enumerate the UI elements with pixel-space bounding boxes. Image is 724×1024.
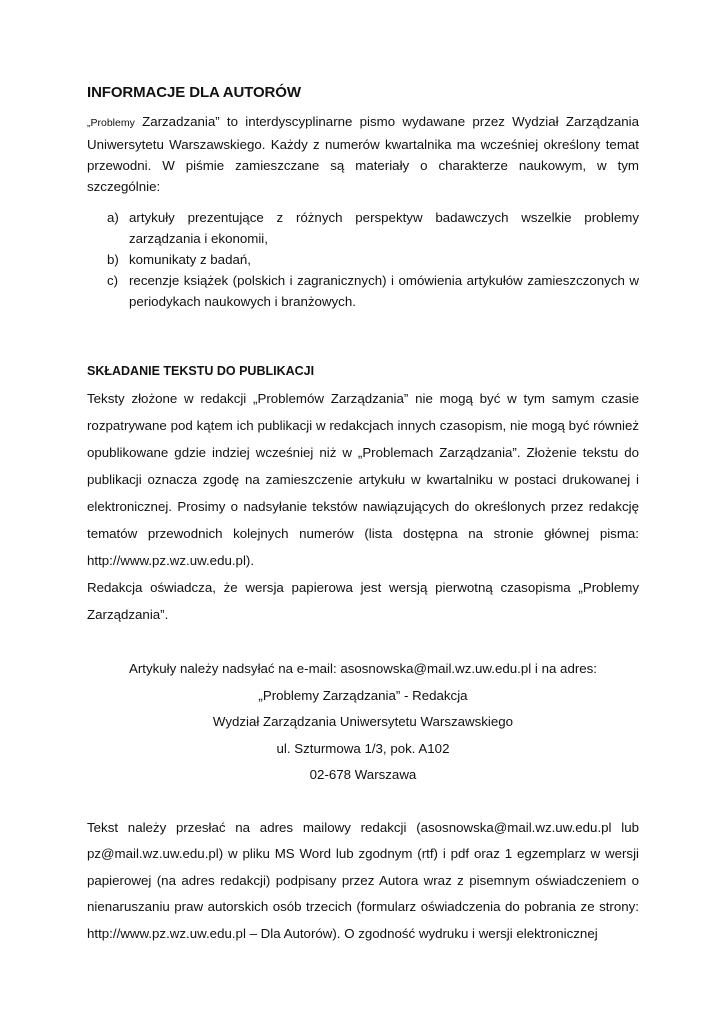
editorial-statement-paragraph: Redakcja oświadcza, że wersja papierowa jest wersją pierwotną czasopisma „Problemy Zarządzania”.: [87, 580, 639, 622]
list-item-text: artykuły prezentujące z różnych perspektyw badawczych wszelkie problemy zarządzania i ekonomii,: [129, 210, 639, 246]
list-item: [87, 207, 639, 249]
section-title-authors-info: INFORMACJE DLA AUTORÓW: [87, 84, 301, 101]
intro-text: Zarzadzania” to interdyscyplinarne pismo wydawane przez Wydział Zarządzania Uniwersytetu Warszawskiego. Każdy z numerów kwartalnika ma wcześniej określony temat przewodni. W piśmie zamieszczane są materiały o charakterze naukowym, w tym szczególnie:: [87, 114, 639, 194]
intro-small-text: „Problemy: [87, 117, 135, 129]
list-marker: a): [107, 210, 119, 225]
address-line-street: ul. Szturmowa 1/3, pok. A102: [276, 740, 450, 756]
list-marker: b): [107, 252, 119, 267]
list-item: [87, 249, 639, 270]
list-marker: c): [107, 273, 119, 288]
address-line-city: 02-678 Warszawa: [309, 767, 417, 782]
submission-section: [87, 364, 639, 628]
document-page: [87, 84, 639, 947]
list-item: [87, 270, 639, 312]
list-item-text: komunikaty z badań,: [129, 252, 251, 267]
content-types-list: [87, 207, 639, 312]
sending-paragraph: Tekst należy przesłać na adres mailowy redakcji (asosnowska@mail.wz.uw.edu.pl lub pz@mail.wz.uw.edu.pl) w pliku MS Word lub zgodnym (rtf) i pdf oraz 1 egzemplarz w wersji papierowej (na adres redakcji) podpisany przez Autora wraz z pisemnym oświadczeniem o nienaruszaniu praw autorskich osób trzecich (formularz oświadczenia do pobrania ze strony: http://www.pz.wz.uw.edu.pl – Dla Autorów). O zgodność wydruku i wersji elektronicznej: [87, 819, 639, 941]
address-block: [87, 656, 639, 789]
address-line-editorial: „Problemy Zarządzania” - Redakcja: [258, 687, 468, 703]
list-item-text: recenzje książek (polskich i zagranicznych) i omówienia artykułów zamieszczonych w periodykach naukowych i branżowych.: [129, 273, 639, 309]
address-line-faculty: Wydział Zarządzania Uniwersytetu Warszawskiego: [212, 714, 514, 729]
address-line-email: Artykuły należy nadsyłać na e-mail: asosnowska@mail.wz.uw.edu.pl i na adres:: [128, 661, 598, 676]
submission-paragraph: Teksty złożone w redakcji „Problemów Zarządzania” nie mogą być w tym samym czasie rozpatrywane pod kątem ich publikacji w redakcjach innych czasopism, nie mogą być również opublikowane gdzie indziej wcześniej niż w „Problemach Zarządzania”. Złożenie tekstu do publikacji oznacza zgodę na zamieszczenie artykułu w kwartalniku w postaci drukowanej i elektronicznej. Prosimy o nadsyłanie tekstów nawiązujących do określonych przez redakcję tematów przewodnich kolejnych numerów (lista dostępna na stronie głównej pisma: http://www.pz.wz.uw.edu.pl).: [87, 391, 639, 568]
sending-section: [87, 815, 639, 948]
section-title-submission: SKŁADANIE TEKSTU DO PUBLIKACJI: [87, 364, 315, 378]
intro-paragraph: [87, 111, 639, 197]
